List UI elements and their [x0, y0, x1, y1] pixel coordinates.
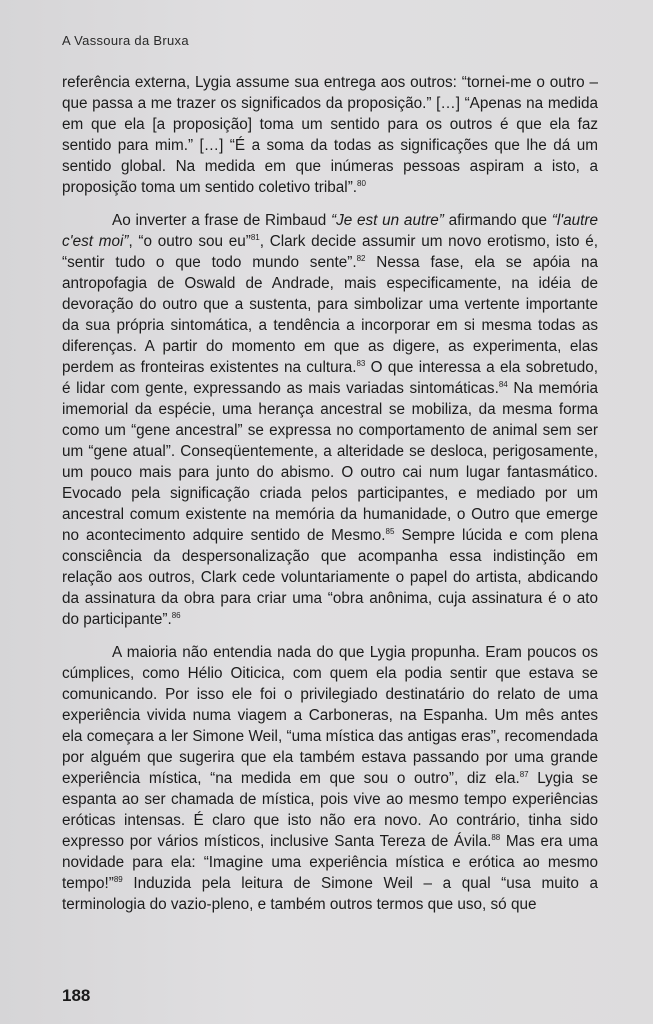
text-run: referência externa, Lygia assume sua entrega aos outros: “tornei-me o outro – que passa a me trazer os significados da proposição.” […] “Apenas na medida em que ela [a proposição] toma um sentido para os outros é que ela faz sentido para mim.” […] “É a soma da todas as significações que lhe dá um sentido global. Na medida em que inúmeras pessoas aspiram a isto, a proposição toma um sentido coletivo tribal”.	[62, 74, 598, 196]
body-text	[62, 72, 598, 915]
text-run: Mas era uma novidade para ela: “Imagine uma experiência mística e erótica ao mesmo tempo!”	[62, 833, 598, 892]
footnote-ref: 86	[171, 611, 181, 620]
footnote-ref: 88	[491, 833, 501, 842]
text-run: afirmando que	[443, 212, 552, 229]
footnote-ref: 87	[519, 770, 529, 779]
text-run: Na memória imemorial da espécie, uma herança ancestral se mobiliza, da mesma forma como um “gene ancestral” se expressa no comportamento de animal sem ser um “gene atual”. Conseqüentemente, a alteridade se desloca, perigosamente, um pouco mais para junto do abismo. O outro cai num lugar fantasmático. Evocado pela significação criada pelos participantes, e mediado por um ancestral comum existente na memória da humanidade, o Outro que emerge no acontecimento adquire sentido de Mesmo.	[62, 380, 599, 544]
footnote-ref: 83	[356, 359, 366, 368]
text-run: Ao inverter a frase de Rimbaud	[112, 212, 331, 229]
text-run: A maioria não entendia nada do que Lygia propunha. Eram poucos os cúmplices, como Hélio Oiticica, com quem ela podia sentir que estava se comunicando. Por isso ele foi o privilegiado destinatário do relato de uma experiência vivida numa viagem a Carboneras, na Espanha. Um mês antes ela começara a ler Simone Weil, “uma mística das antigas eras”, recomendada por alguém que sugerira que ela também estava passando por uma grande experiência mística, “na medida em que sou o outro”, diz ela.	[62, 644, 598, 787]
text-run: O que interessa a ela sobretudo, é lidar com gente, expressando as mais variadas sintomáticas.	[62, 359, 598, 397]
footnote-ref: 89	[113, 875, 123, 884]
footnote-ref: 80	[357, 179, 366, 188]
footnote-ref: 82	[356, 254, 366, 263]
italic-text: “Je est un autre”	[331, 212, 444, 229]
page-number: 188	[62, 986, 91, 1005]
text-run: Nessa fase, ela se apóia na antropofagia de Oswald de Andrade, mais especificamente, na idéia de devoração do outro que a sustenta, para simbolizar uma vertente importante da sua própria sintomática, a tendência a incorporar em si mesma todas as diferenças. A partir do momento em que as digere, as experimenta, elas perdem as fronteiras existentes na cultura.	[62, 254, 598, 376]
footnote-ref: 81	[250, 233, 260, 242]
running-head: A Vassoura da Bruxa	[62, 33, 189, 48]
paragraph	[62, 72, 598, 198]
footnote-ref: 85	[385, 527, 395, 536]
text-run: Lygia se espanta ao ser chamada de mística, pois vive ao mesmo tempo experiências eróticas intensas. É claro que isto não era novo. Ao contrário, tinha sido expresso por vários místicos, inclusive Santa Tereza de Ávila.	[62, 770, 598, 850]
paragraph	[62, 210, 598, 630]
text-run: Induzida pela leitura de Simone Weil – a qual “usa muito a terminologia do vazio-pleno, e também outros termos que uso, só que	[62, 875, 598, 913]
italic-text: “l'autre c'est moi”	[62, 212, 598, 250]
text-run: , “o outro sou eu”	[128, 233, 251, 250]
text-run: Sempre lúcida e com plena consciência da despersonalização que acompanha essa indistinção em relação aos outros, Clark cede voluntariamente o papel do artista, abdicando da assinatura da obra para criar uma “obra anônima, cuja assinatura é o ato do participante”.	[62, 527, 598, 628]
footnote-ref: 84	[498, 380, 508, 389]
text-run: , Clark decide assumir um novo erotismo, isto é, “sentir tudo o que todo mundo sente”.	[62, 233, 598, 271]
paragraph	[62, 642, 598, 915]
